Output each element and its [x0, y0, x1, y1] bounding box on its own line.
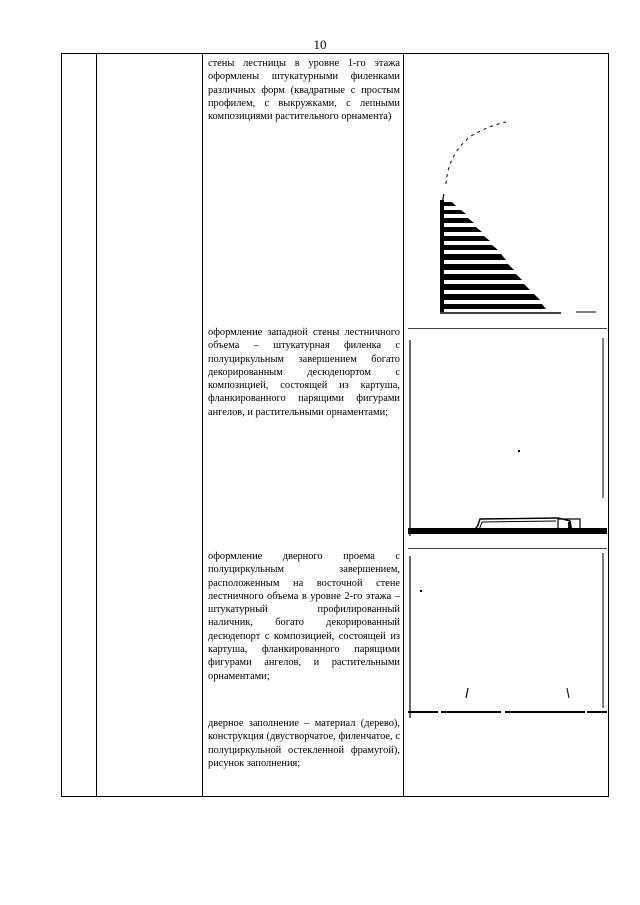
description-text-2: оформление западной стены лестничного объема – штукатурная филенка с полуциркульным завершением богато декорированным десюдепортом с композицией, состоящей из картуша, фланкированного парящими фигурами ангелов, и растительными орнаментами;: [208, 327, 400, 418]
document-table: [61, 53, 609, 797]
column-divider-1: [96, 54, 97, 796]
column-divider-3: [403, 54, 404, 796]
description-text-4: дверное заполнение – материал (дерево), конструкция (двустворчатое, филенчатое, с полуциркульной остекленной фрамугой), рисунок заполнения;: [208, 718, 400, 769]
column-divider-2: [202, 54, 203, 796]
west-wall-photo: [408, 328, 607, 536]
page-number: 10: [313, 37, 327, 52]
description-text-3: оформление дверного проема с полуциркульным завершением, расположенным на восточной стене лестничного объема в уровне 2-го этажа – штукатурный профилированный наличник, богато декорированный десюдепорт с композицией, состоящей из картуша, фланкированного парящими фигурами ангелов, и растительными орнаментами;: [208, 551, 400, 682]
staircase-photo: [426, 114, 596, 316]
description-text-1: стены лестницы в уровне 1-го этажа оформлены штукатурными филенками различных форм (квадратные с простым профилем, с выкружками, с лепными композициями растительного орнамента): [208, 58, 400, 123]
door-opening-photo: [408, 548, 607, 718]
